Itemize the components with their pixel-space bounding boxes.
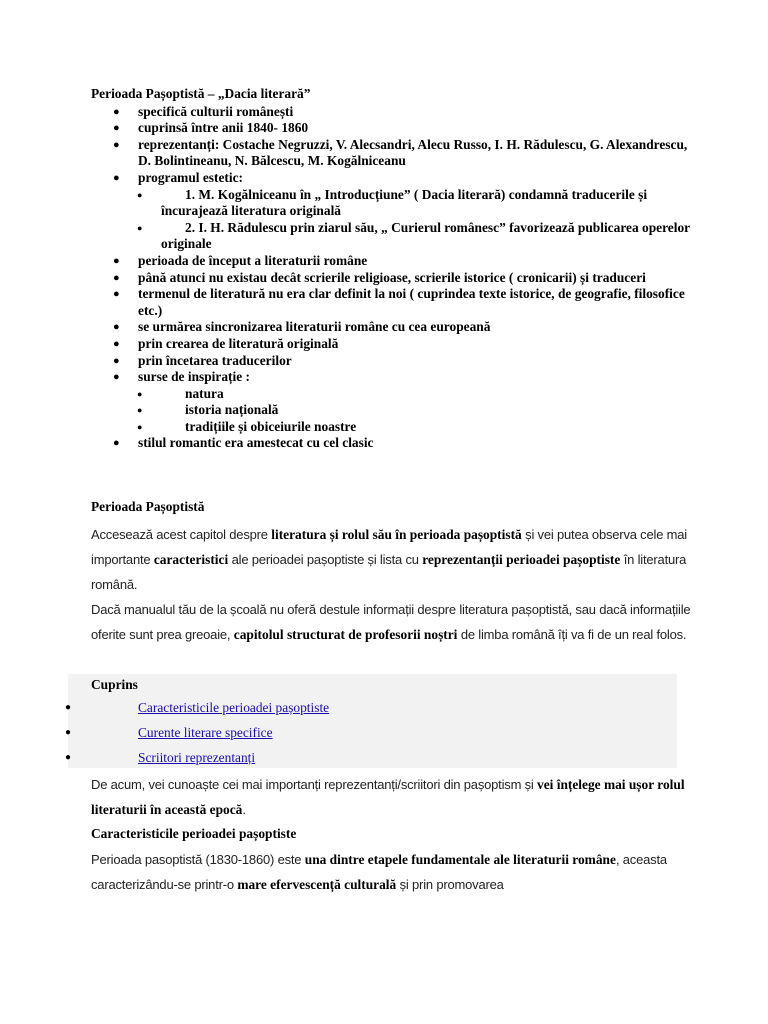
- sublist-item: ● 1. M. Kogălniceanu în „ Introducțiune” ( Dacia literară) condamnă traducerile și încurajează literatura originală: [137, 186, 648, 219]
- sublist-item: ● 2. I. H. Rădulescu prin ziarul său, „ Curierul românesc” favorizează publicarea operelor originale: [137, 219, 690, 252]
- bullet-icon: ●: [113, 138, 120, 151]
- bullet-icon: ●: [65, 752, 72, 763]
- list-item: ● prin încetarea traducerilor: [113, 352, 292, 368]
- paragraph: De acum, vei cunoaște cei mai importanți reprezentanți/scriitori din pașoptism și vei înțelege mai ușor rolul literaturii în această epocă.: [91, 777, 685, 817]
- list-item: ● specifică culturii românești: [113, 103, 294, 119]
- outline-section: [91, 86, 691, 452]
- sublist-item: ● natura: [137, 385, 224, 401]
- paragraph: Perioada pasoptistă (1830-1860) este una dintre etapele fundamentale ale literaturii române, aceasta caracterizându-se printr-o mare efervescență culturală și prin promovarea: [91, 852, 667, 892]
- toc-link-scriitori[interactable]: Scriitori reprezentanți: [138, 750, 256, 765]
- bullet-icon: ●: [65, 727, 72, 738]
- list-item: ● perioada de început a literaturii române: [113, 252, 368, 268]
- outline-list: [91, 104, 691, 452]
- list-item: ● stilul romantic era amestecat cu cel clasic: [113, 435, 374, 451]
- toc-title: Cuprins: [91, 677, 138, 692]
- bullet-icon: ●: [113, 371, 120, 384]
- list-item: ● surse de inspirație : ● natura ● istoria națională ● tradițiile și obiceiurile noastre: [91, 369, 691, 435]
- bullet-icon: ●: [65, 702, 72, 713]
- bullet-icon: ●: [113, 337, 120, 350]
- sublist-item: ● tradițiile și obiceiurile noastre: [137, 418, 357, 434]
- sublist-item: ● istoria națională: [137, 402, 279, 418]
- bullet-icon: ●: [113, 105, 120, 118]
- bullet-icon: ●: [113, 321, 120, 334]
- bullet-icon: ●: [113, 437, 120, 450]
- paragraph: Accesează acest capitol despre literatura și rolul său în perioada pașoptistă și vei putea observa cele mai importante caracteristici ale perioadei pașoptiste și lista cu reprezentanții perioadei pașoptiste în literatura română.: [91, 527, 687, 592]
- list-item: ● prin crearea de literatură originală: [113, 335, 339, 351]
- section-heading: Perioada Pașoptistă: [91, 499, 205, 514]
- section-heading: Caracteristicile perioadei pașoptiste: [91, 826, 297, 841]
- bullet-icon: ●: [113, 254, 120, 267]
- bullet-icon: ●: [137, 189, 143, 200]
- list-item: ● reprezentanți: Costache Negruzzi, V. Alecsandri, Alecu Russo, I. H. Rădulescu, G. Alexandrescu, D. Bolintineanu, N. Bălcescu, M. Kogălniceanu: [113, 136, 688, 169]
- bullet-icon: ●: [137, 222, 143, 233]
- toc-link-curente[interactable]: Curente literare specifice: [138, 725, 273, 740]
- bullet-icon: ●: [113, 288, 120, 301]
- bullet-icon: ●: [113, 271, 120, 284]
- list-item: ● cuprinsă între anii 1840- 1860: [113, 120, 309, 136]
- paragraph: Dacă manualul tău de la școală nu oferă destule informații despre literatura pașoptistă, sau dacă informațiile oferite sunt prea greoaie, capitolul structurat de profesorii noștri de limba română îți va fi de un real folos.: [91, 602, 691, 642]
- intro-section: [91, 497, 691, 647]
- bullet-icon: ●: [137, 421, 143, 432]
- list-item: ● până atunci nu existau decât scrierile religioase, scrierile istorice ( cronicarii) și traduceri: [113, 269, 646, 285]
- bullet-icon: ●: [137, 388, 143, 399]
- list-item: ● termenul de literatură nu era clar definit la noi ( cuprindea texte istorice, de geografie, filosofice etc.): [113, 286, 685, 318]
- outline-title: Perioada Pașoptistă – „Dacia literară”: [91, 86, 311, 101]
- bullet-icon: ●: [113, 122, 120, 135]
- toc-link-caracteristici[interactable]: Caracteristicile perioadei pașoptiste: [138, 700, 330, 715]
- bullet-icon: ●: [113, 354, 120, 367]
- bullet-icon: ●: [137, 405, 143, 416]
- sublist-inspiration: [91, 386, 691, 436]
- table-of-contents: [65, 674, 677, 768]
- bullet-icon: ●: [113, 171, 120, 184]
- list-item: ● programul estetic: ● 1. M. Kogălniceanu în „ Introducțiune” ( Dacia literară) condamnă traducerile și încurajează literatura originală ● 2. I. H. Rădulescu prin ziarul său, „ Curierul românesc” favorizează publicarea operelor originale: [91, 170, 691, 253]
- characteristics-section: [91, 772, 691, 897]
- sublist-program: [91, 187, 691, 253]
- list-item: ● se urmărea sincronizarea literaturii române cu cea europeană: [113, 319, 491, 335]
